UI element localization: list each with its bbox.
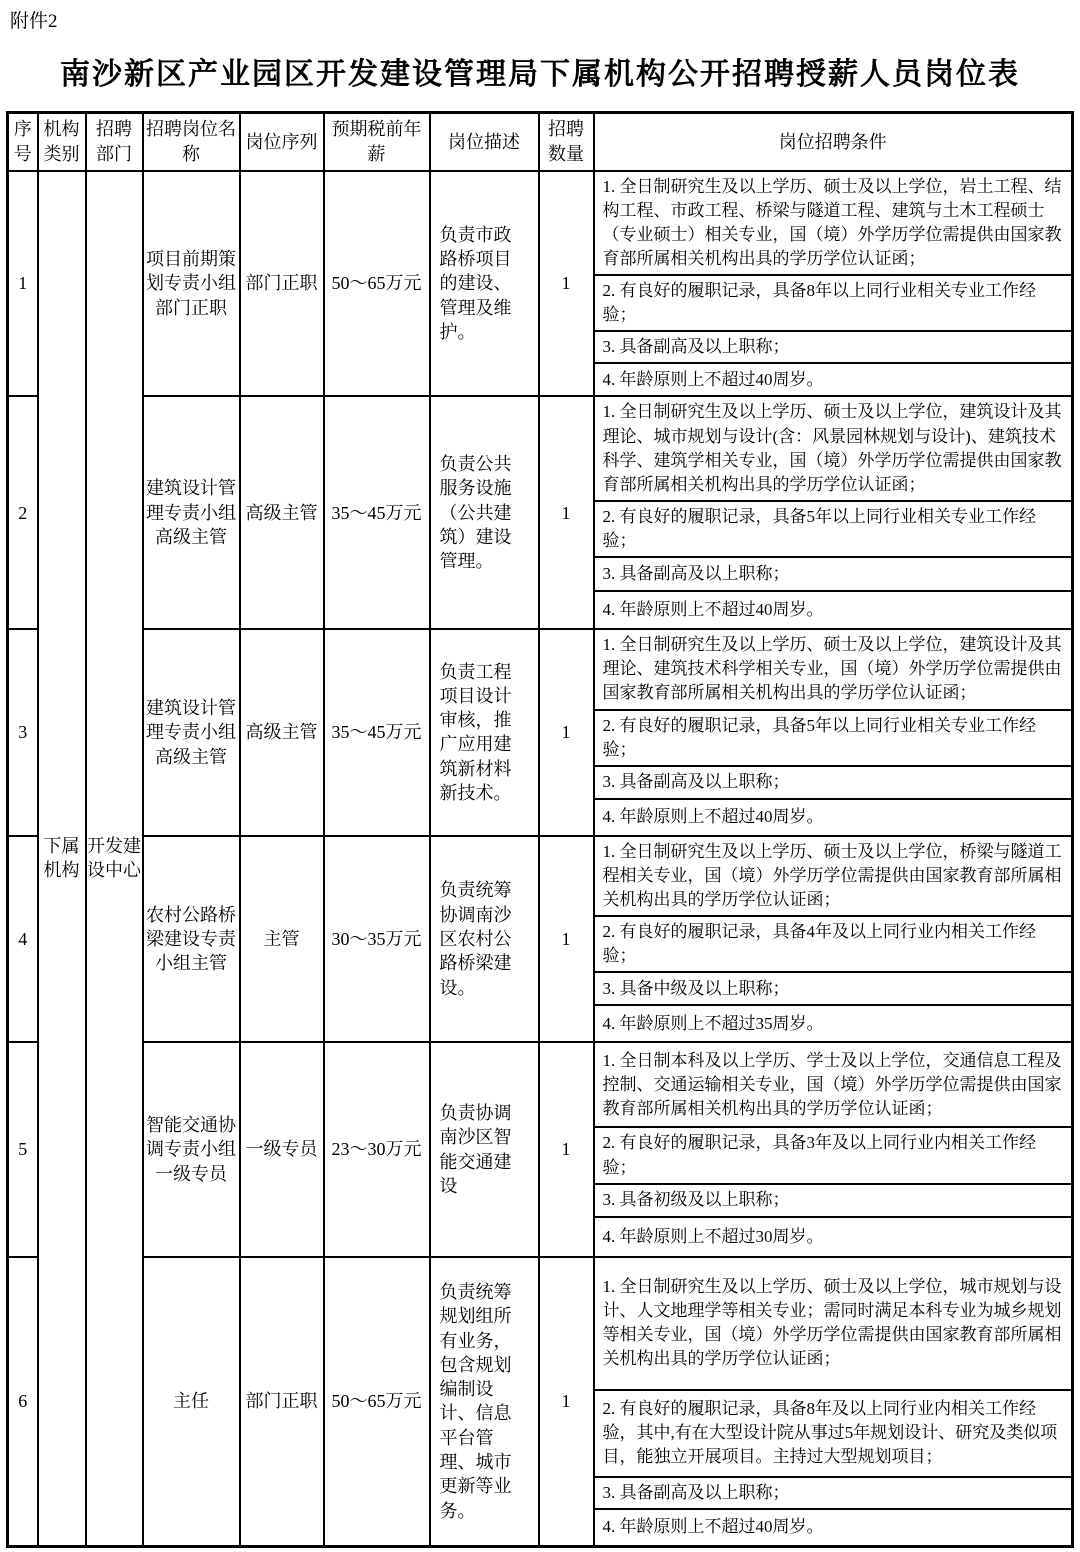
condition-cell: 3. 具备副高及以上职称； — [594, 1477, 1073, 1509]
header-serial: 序号 — [8, 113, 38, 171]
salary-cell: 50～65万元 — [324, 171, 430, 397]
attachment-label: 附件2 — [10, 11, 58, 32]
condition-cell: 2. 有良好的履职记录，具备5年以上同行业相关专业工作经验； — [594, 710, 1073, 766]
header-position-series: 岗位序列 — [240, 113, 324, 171]
condition-cell: 2. 有良好的履职记录，具备4年及以上同行业内相关工作经验； — [594, 916, 1073, 972]
description-cell: 负责统筹协调南沙区农村公路桥梁建设。 — [430, 836, 539, 1043]
count-cell: 1 — [539, 1042, 594, 1256]
condition-cell: 4. 年龄原则上不超过30周岁。 — [594, 1217, 1073, 1257]
salary-cell: 35～45万元 — [324, 629, 430, 836]
header-row — [8, 113, 1073, 171]
count-cell: 1 — [539, 836, 594, 1043]
position-series-cell: 部门正职 — [240, 171, 324, 397]
condition-cell: 2. 有良好的履职记录，具备8年及以上同行业内相关工作经验，其中,有在大型设计院从事过5年规划设计、研究及类似项目，能独立开展项目。主持过大型规划项目； — [594, 1390, 1073, 1477]
position-name-cell: 智能交通协调专责小组一级专员 — [143, 1042, 240, 1256]
condition-cell: 4. 年龄原则上不超过35周岁。 — [594, 1005, 1073, 1042]
job-row-6 — [8, 1257, 1073, 1390]
condition-cell: 1. 全日制研究生及以上学历、硕士及以上学位，建筑设计及其理论、城市规划与设计(含：风景园林规划与设计)、建筑技术科学、建筑学相关专业，国（境）外学历学位需提供由国家教育部所属相关机构出具的学历学位认证函； — [594, 396, 1073, 501]
description-cell: 负责公共服务设施（公共建筑）建设管理。 — [430, 396, 539, 629]
header-conditions: 岗位招聘条件 — [594, 113, 1073, 171]
position-series-cell: 高级主管 — [240, 629, 324, 836]
condition-cell: 4. 年龄原则上不超过40周岁。 — [594, 1509, 1073, 1547]
header-org-category: 机构类别 — [38, 113, 86, 171]
header-count: 招聘数量 — [539, 113, 594, 171]
condition-cell: 4. 年龄原则上不超过40周岁。 — [594, 591, 1073, 629]
position-name-cell: 主任 — [143, 1257, 240, 1547]
condition-cell: 3. 具备中级及以上职称； — [594, 972, 1073, 1005]
org-category-cell: 下属机构 — [38, 171, 86, 1547]
job-row-5 — [8, 1042, 1073, 1127]
position-series-cell: 主管 — [240, 836, 324, 1043]
description-cell: 负责协调南沙区智能交通建设 — [430, 1042, 539, 1256]
position-series-cell: 高级主管 — [240, 396, 324, 629]
department-cell: 开发建设中心 — [86, 171, 143, 1547]
description-cell: 负责市政路桥项目的建设、管理及维护。 — [430, 171, 539, 397]
job-row-1 — [8, 171, 1073, 276]
condition-cell: 3. 具备副高及以上职称； — [594, 331, 1073, 363]
condition-cell: 2. 有良好的履职记录，具备3年及以上同行业内相关工作经验； — [594, 1127, 1073, 1183]
position-name-cell: 建筑设计管理专责小组高级主管 — [143, 396, 240, 629]
header-position-name: 招聘岗位名称 — [143, 113, 240, 171]
salary-cell: 30～35万元 — [324, 836, 430, 1043]
condition-cell: 3. 具备初级及以上职称； — [594, 1184, 1073, 1217]
count-cell: 1 — [539, 629, 594, 836]
condition-cell: 1. 全日制研究生及以上学历、硕士及以上学位，岩土工程、结构工程、市政工程、桥梁与隧道工程、建筑与土木工程硕士（专业硕士）相关专业，国（境）外学历学位需提供由国家教育部所属相关机构出具的学历学位认证函； — [594, 171, 1073, 276]
salary-cell: 35～45万元 — [324, 396, 430, 629]
header-salary: 预期税前年薪 — [324, 113, 430, 171]
serial-cell: 5 — [8, 1042, 38, 1256]
positions-table — [6, 111, 1074, 1548]
count-cell: 1 — [539, 171, 594, 397]
condition-cell: 2. 有良好的履职记录，具备8年以上同行业相关专业工作经验； — [594, 275, 1073, 331]
job-row-3 — [8, 629, 1073, 709]
condition-cell: 1. 全日制研究生及以上学历、硕士及以上学位，建筑设计及其理论、建筑技术科学相关专业，国（境）外学历学位需提供由国家教育部所属相关机构出具的学历学位认证函； — [594, 629, 1073, 709]
serial-cell: 3 — [8, 629, 38, 836]
header-department: 招聘部门 — [86, 113, 143, 171]
salary-cell: 23～30万元 — [324, 1042, 430, 1256]
condition-cell: 4. 年龄原则上不超过40周岁。 — [594, 363, 1073, 396]
condition-cell: 1. 全日制研究生及以上学历、硕士及以上学位，桥梁与隧道工程相关专业，国（境）外学历学位需提供由国家教育部所属相关机构出具的学历学位认证函； — [594, 836, 1073, 916]
count-cell: 1 — [539, 396, 594, 629]
position-series-cell: 一级专员 — [240, 1042, 324, 1256]
job-row-2 — [8, 396, 1073, 501]
description-cell: 负责工程项目设计审核，推广应用建筑新材料新技术。 — [430, 629, 539, 836]
condition-cell: 4. 年龄原则上不超过40周岁。 — [594, 799, 1073, 836]
serial-cell: 4 — [8, 836, 38, 1043]
serial-cell: 1 — [8, 171, 38, 397]
salary-cell: 50～65万元 — [324, 1257, 430, 1547]
count-cell: 1 — [539, 1257, 594, 1547]
position-name-cell: 建筑设计管理专责小组高级主管 — [143, 629, 240, 836]
position-series-cell: 部门正职 — [240, 1257, 324, 1547]
condition-cell: 2. 有良好的履职记录，具备5年以上同行业相关专业工作经验； — [594, 501, 1073, 557]
condition-cell: 1. 全日制本科及以上学历、学士及以上学位，交通信息工程及控制、交通运输相关专业，国（境）外学历学位需提供由国家教育部所属相关机构出具的学历学位认证函； — [594, 1042, 1073, 1127]
page-title: 南沙新区产业园区开发建设管理局下属机构公开招聘授薪人员岗位表 — [60, 58, 1020, 91]
position-name-cell: 农村公路桥梁建设专责小组主管 — [143, 836, 240, 1043]
job-row-4 — [8, 836, 1073, 916]
position-name-cell: 项目前期策划专责小组部门正职 — [143, 171, 240, 397]
header-description: 岗位描述 — [430, 113, 539, 171]
serial-cell: 6 — [8, 1257, 38, 1547]
serial-cell: 2 — [8, 396, 38, 629]
description-cell: 负责统筹规划组所有业务，包含规划编制设计、信息平台管理、城市更新等业务。 — [430, 1257, 539, 1547]
condition-cell: 3. 具备副高及以上职称； — [594, 557, 1073, 591]
condition-cell: 3. 具备副高及以上职称； — [594, 766, 1073, 799]
condition-cell: 1. 全日制研究生及以上学历、硕士及以上学位，城市规划与设计、人文地理学等相关专业；需同时满足本科专业为城乡规划等相关专业，国（境）外学历学位需提供由国家教育部所属相关机构出具的学历学位认证函； — [594, 1257, 1073, 1390]
